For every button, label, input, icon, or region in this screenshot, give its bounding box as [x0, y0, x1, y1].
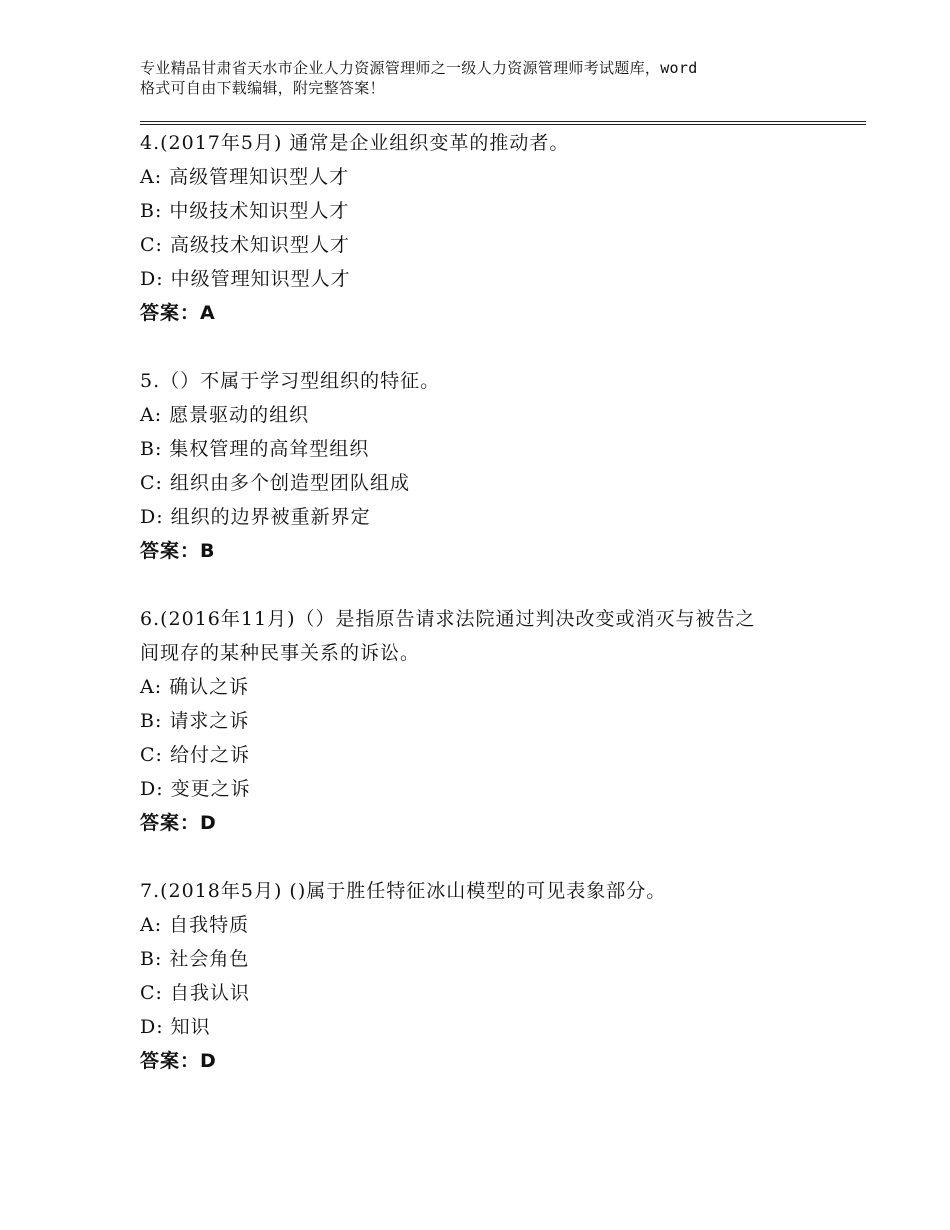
header-line-1: 专业精品甘肃省天水市企业人力资源管理师之一级人力资源管理师考试题库，word	[140, 59, 698, 77]
question-stem-continued: 间现存的某种民事关系的诉讼。	[140, 642, 421, 664]
answer: 答案：D	[140, 1050, 217, 1072]
option-d: D: 中级管理知识型人才	[140, 268, 351, 290]
header-rule-top	[140, 121, 866, 122]
question-6	[140, 602, 820, 840]
option-a: A: 愿景驱动的组织	[140, 404, 310, 426]
option-a: A: 自我特质	[140, 914, 250, 936]
spacer	[140, 568, 820, 602]
option-a: A: 确认之诉	[140, 676, 250, 698]
option-d: D: 变更之诉	[140, 778, 251, 800]
option-a: A: 高级管理知识型人才	[140, 166, 350, 188]
question-5	[140, 364, 820, 568]
question-list	[140, 126, 820, 1078]
question-7	[140, 874, 820, 1078]
option-d: D: 知识	[140, 1016, 211, 1038]
spacer	[140, 330, 820, 364]
option-c: C: 高级技术知识型人才	[140, 234, 350, 256]
header-line-2: 格式可自由下载编辑，附完整答案！	[140, 79, 385, 97]
option-b: B: 集权管理的高耸型组织	[140, 438, 370, 460]
option-c: C: 给付之诉	[140, 744, 250, 766]
option-b: B: 请求之诉	[140, 710, 250, 732]
option-c: C: 组织由多个创造型团队组成	[140, 472, 410, 494]
question-stem: 7.(2018年5月) ()属于胜任特征冰山模型的可见表象部分。	[140, 880, 667, 902]
header-rule-bottom	[140, 124, 866, 125]
question-stem: 6.(2016年11月)（）是指原告请求法院通过判决改变或消灭与被告之	[140, 608, 756, 630]
spacer	[140, 840, 820, 874]
answer: 答案：D	[140, 812, 217, 834]
option-c: C: 自我认识	[140, 982, 250, 1004]
question-4	[140, 126, 820, 330]
question-stem: 4.(2017年5月) 通常是企业组织变革的推动者。	[140, 132, 570, 154]
option-d: D: 组织的边界被重新界定	[140, 506, 371, 528]
option-b: B: 中级技术知识型人才	[140, 200, 350, 222]
document-header	[140, 58, 830, 98]
option-b: B: 社会角色	[140, 948, 250, 970]
answer: 答案：B	[140, 540, 216, 562]
answer: 答案：A	[140, 302, 216, 324]
question-stem: 5.（）不属于学习型组织的特征。	[140, 370, 441, 392]
